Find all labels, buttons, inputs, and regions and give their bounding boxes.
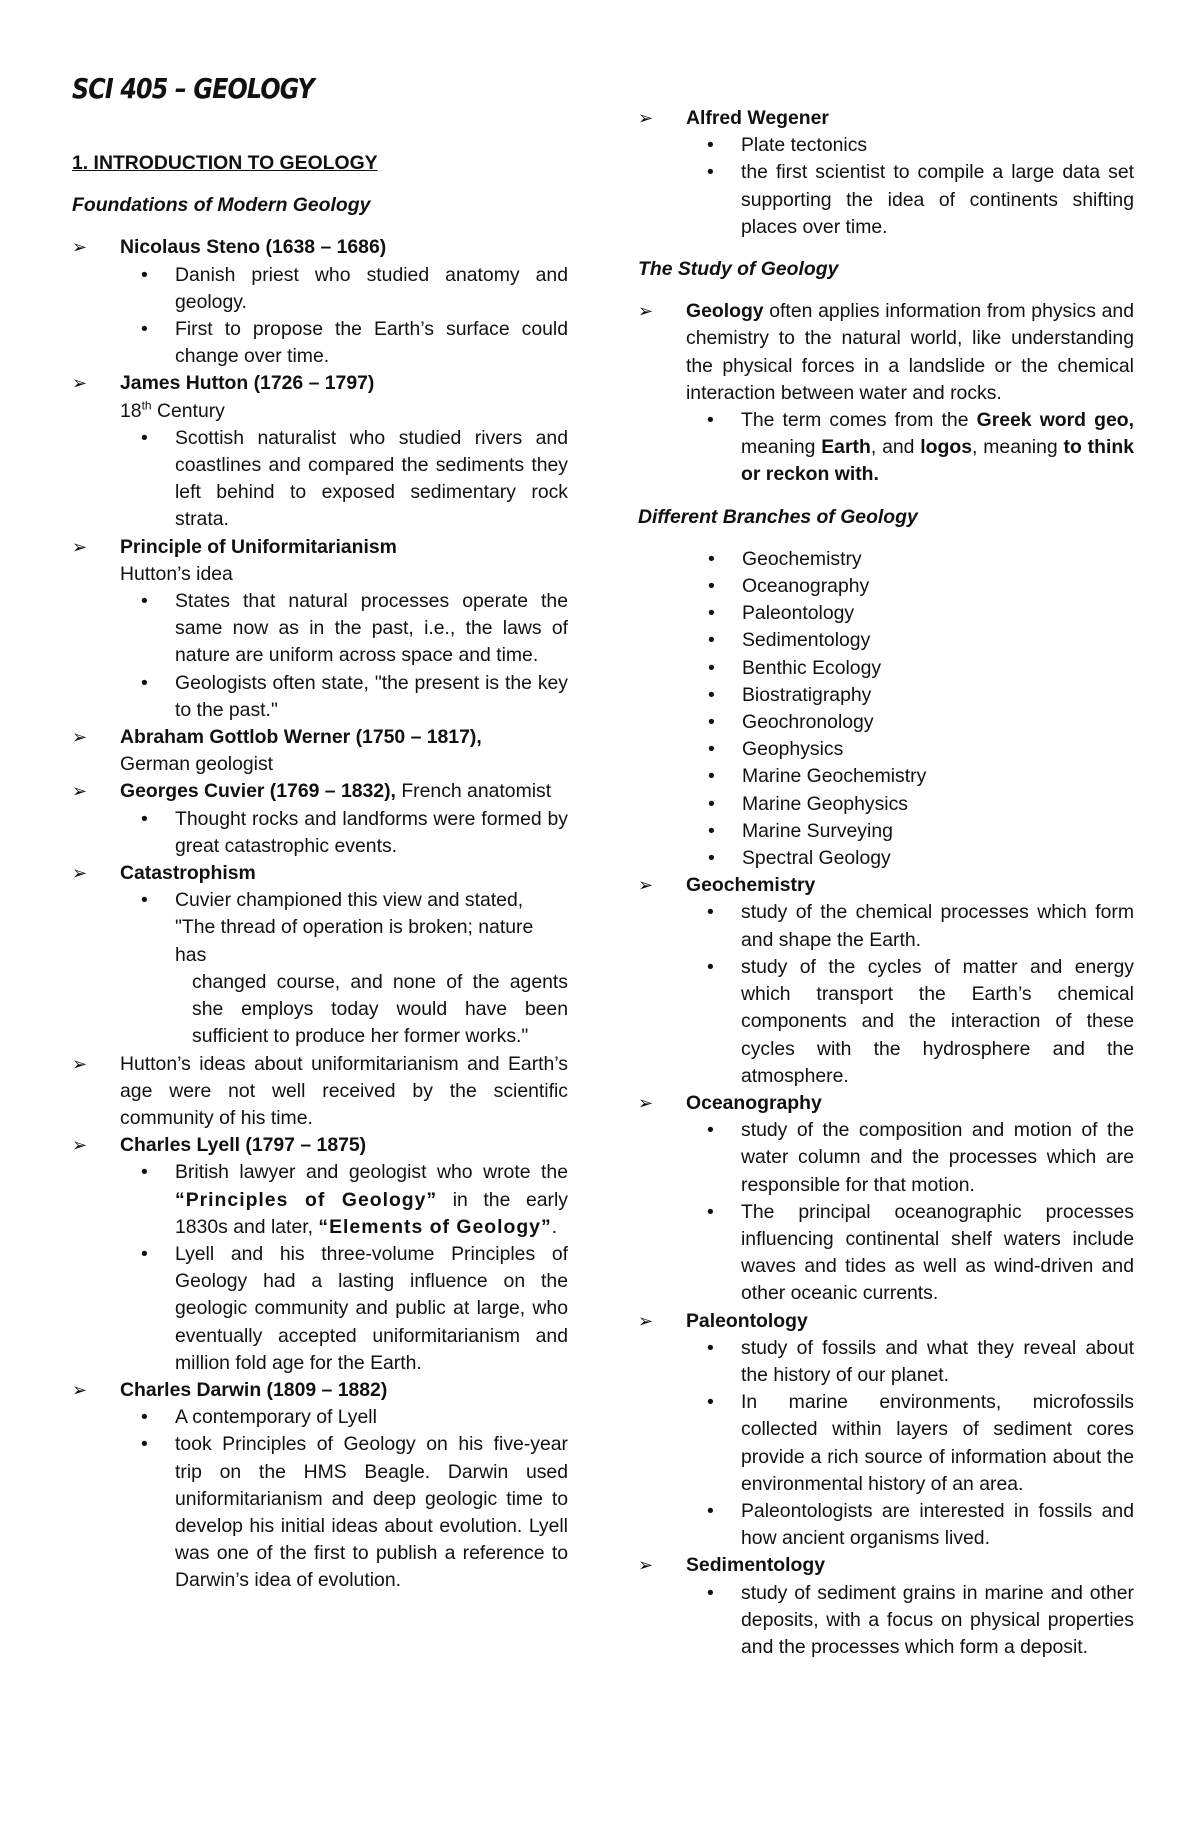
left-column — [72, 150, 568, 1595]
bullet-icon: • — [707, 409, 714, 432]
bullet-icon: • — [707, 1336, 714, 1359]
entry-steno — [72, 234, 568, 370]
study-heading: The Study of Geology — [638, 258, 839, 281]
list-item: • study of fossils and what they reveal about the history of our planet. — [707, 1336, 1134, 1386]
bullet-icon: • — [708, 656, 715, 679]
list-item: • study of the chemical processes which form and shape the Earth. — [707, 901, 1134, 951]
entry-title: Georges Cuvier (1769 – 1832), French anatomist — [120, 780, 552, 803]
bullet-icon: • — [708, 738, 715, 761]
branch-item: • Sedimentology — [638, 627, 1134, 654]
bullet-icon: • — [707, 134, 714, 157]
list-item: • The term comes from the Greek word geo, meaning Earth, and logos, meaning to think or reckon with. — [707, 409, 1134, 486]
list-item: • study of sediment grains in marine and other deposits, with a focus on physical properties and the processes which form a deposit. — [707, 1581, 1134, 1658]
entry-title: James Hutton (1726 – 1797) — [120, 372, 375, 395]
list-item: • States that natural processes operate the same now as in the past, i.e., the laws of nature are uniform across space and time. — [141, 590, 568, 667]
entry-title: Principle of Uniformitarianism — [120, 535, 397, 558]
entry-geochemistry — [638, 872, 1134, 1090]
arrow-bullet-icon: ➢ — [72, 781, 88, 802]
list-item: • The principal oceanographic processes influencing continental shelf waters include waves and tides as well as wind-driven and other oceanic currents. — [707, 1200, 1134, 1305]
bullet-icon: • — [708, 575, 715, 598]
bullet-icon: • — [708, 819, 715, 842]
arrow-bullet-icon: ➢ — [638, 108, 654, 128]
bullet-icon: • — [708, 765, 715, 788]
entry-title: Abraham Gottlob Werner (1750 – 1817), — [120, 726, 482, 749]
list-item: • Paleontologists are interested in fossils and how ancient organisms lived. — [707, 1499, 1134, 1550]
entry-oceanography — [638, 1090, 1134, 1308]
arrow-bullet-icon: ➢ — [72, 863, 88, 884]
document-title: SCI 405 – GEOLOGY — [72, 72, 314, 105]
entry-geology — [638, 298, 1134, 488]
arrow-bullet-icon: ➢ — [72, 1053, 88, 1074]
arrow-bullet-icon: ➢ — [72, 237, 88, 258]
entry-hutton-reception — [72, 1051, 568, 1133]
bullet-icon: • — [707, 955, 714, 978]
entry-title: Sedimentology — [686, 1554, 825, 1577]
list-item: • Scottish naturalist who studied rivers and coastlines and compared the sediments they left behind to exposed sedimentary rock strata. — [141, 426, 568, 531]
list-item: • took Principles of Geology on his five-year trip on the HMS Beagle. Darwin used uniformitarianism and deep geologic time to develop his initial ideas about evolution. Lyell was one of the first to publish a reference to Darwin’s idea of evolution. — [141, 1433, 568, 1592]
section-title: 1. INTRODUCTION TO GEOLOGY — [72, 152, 378, 174]
arrow-bullet-icon: ➢ — [72, 373, 88, 394]
bullet-icon: • — [707, 1119, 714, 1142]
arrow-bullet-icon: ➢ — [638, 1092, 654, 1113]
bullet-icon: • — [708, 847, 715, 870]
entry-title: Paleontology — [686, 1309, 808, 1332]
list-item: • Cuvier championed this view and stated, "The thread of operation is broken; nature has — [141, 889, 534, 966]
entry-title: Catastrophism — [120, 862, 256, 885]
arrow-bullet-icon: ➢ — [72, 536, 88, 557]
bullet-icon: • — [141, 1433, 148, 1456]
entry-cuvier — [72, 778, 568, 860]
list-item: • In marine environments, microfossils collected within layers of sediment cores provide a rich source of information about the environmental history of an area. — [707, 1391, 1134, 1495]
arrow-bullet-icon: ➢ — [72, 1379, 88, 1400]
arrow-bullet-icon: ➢ — [638, 1310, 654, 1331]
bullet-icon: • — [707, 901, 714, 924]
bullet-icon: • — [141, 426, 148, 449]
branch-item: • Paleontology — [638, 600, 1134, 627]
bullet-icon: • — [141, 671, 148, 694]
entry-uniformitarianism — [72, 534, 568, 724]
quote-continuation: changed course, and none of the agents she employs today would have been sufficient to produce her former works." — [192, 970, 568, 1048]
bullet-icon: • — [141, 263, 148, 286]
arrow-bullet-icon: ➢ — [638, 875, 654, 896]
list-item: • Danish priest who studied anatomy and geology. — [141, 263, 568, 313]
branch-item: • Oceanography — [638, 573, 1134, 600]
bullet-icon: • — [141, 590, 148, 613]
bullet-icon: • — [708, 792, 715, 815]
bullet-icon: • — [141, 318, 148, 341]
entry-text: Hutton’s ideas about uniformitarianism and Earth’s age were not well received by the scientific community of his time. — [120, 1052, 568, 1129]
bullet-icon: • — [708, 683, 715, 706]
bullet-icon: • — [141, 1406, 148, 1429]
branches-heading: Different Branches of Geology — [638, 505, 918, 528]
list-item: • Lyell and his three-volume Principles of Geology had a lasting influence on the geologic community and public at large, who eventually accepted uniformitarianism and million fold age for the Earth. — [141, 1242, 568, 1374]
entry-subtitle: 18th Century — [120, 398, 225, 422]
list-item: • Geologists often state, "the present is the key to the past." — [141, 671, 568, 721]
entry-title: Nicolaus Steno (1638 – 1686) — [120, 236, 387, 259]
arrow-bullet-icon: ➢ — [638, 1555, 654, 1576]
list-item: • Thought rocks and landforms were formed by great catastrophic events. — [141, 807, 568, 857]
bullet-icon: • — [707, 1391, 714, 1414]
bullet-icon: • — [708, 629, 715, 652]
branch-item: • Spectral Geology — [638, 845, 1134, 872]
foundations-heading: Foundations of Modern Geology — [72, 194, 371, 217]
entry-title: Geochemistry — [686, 874, 816, 897]
list-item: • A contemporary of Lyell — [120, 1404, 568, 1431]
bullet-icon: • — [708, 602, 715, 625]
branch-item: • Marine Geochemistry — [638, 763, 1134, 790]
bullet-icon: • — [707, 161, 714, 184]
entry-paleontology — [638, 1308, 1134, 1553]
bullet-icon: • — [141, 807, 148, 830]
bullet-icon: • — [708, 711, 715, 734]
entry-catastrophism — [72, 860, 568, 1050]
bullet-icon: • — [141, 889, 148, 912]
entry-subtitle: German geologist — [120, 753, 274, 776]
bullet-icon: • — [141, 1161, 148, 1184]
entry-werner — [72, 724, 568, 778]
branches-list — [638, 546, 1134, 872]
branch-item: • Marine Surveying — [638, 818, 1134, 845]
branch-item: • Benthic Ecology — [638, 655, 1134, 682]
bullet-icon: • — [707, 1581, 714, 1604]
list-item: • study of the composition and motion of the water column and the processes which are responsible for that motion. — [707, 1119, 1134, 1196]
entry-title: Alfred Wegener — [686, 107, 829, 129]
branch-item: • Biostratigraphy — [638, 682, 1134, 709]
entry-title: Oceanography — [686, 1091, 822, 1114]
list-item: • First to propose the Earth’s surface could change over time. — [141, 318, 568, 368]
arrow-bullet-icon: ➢ — [638, 301, 654, 322]
bullet-icon: • — [708, 547, 715, 570]
branch-item: • Geochemistry — [638, 546, 1134, 573]
bullet-icon: • — [141, 1242, 148, 1265]
list-item: • Plate tectonics — [686, 132, 1134, 159]
entry-hutton — [72, 370, 568, 533]
entry-title: Charles Darwin (1809 – 1882) — [120, 1378, 388, 1401]
entry-darwin — [72, 1377, 568, 1595]
entry-text: Geology often applies information from physics and chemistry to the natural world, like understanding the physical forces in a landslide or the chemical interaction between water and rocks. — [686, 300, 1134, 404]
entry-wegener — [638, 105, 1134, 241]
entry-title: Charles Lyell (1797 – 1875) — [120, 1134, 367, 1157]
branch-item: • Marine Geophysics — [638, 791, 1134, 818]
entry-subtitle: Hutton’s idea — [120, 562, 233, 585]
bullet-icon: • — [707, 1499, 714, 1522]
branch-item: • Geophysics — [638, 736, 1134, 763]
bullet-icon: • — [707, 1200, 714, 1223]
list-item: • British lawyer and geologist who wrote the “Principles of Geology” in the early 1830s and later, “Elements of Geology”. — [141, 1161, 568, 1238]
right-column — [638, 105, 1134, 1661]
entry-sedimentology — [638, 1552, 1134, 1661]
branch-item: • Geochronology — [638, 709, 1134, 736]
list-item: • the first scientist to compile a large data set supporting the idea of continents shifting places over time. — [707, 161, 1134, 238]
list-item: • study of the cycles of matter and energy which transport the Earth’s chemical components and the interaction of these cycles with the hydrosphere and the atmosphere. — [707, 955, 1134, 1087]
entry-lyell — [72, 1132, 568, 1377]
arrow-bullet-icon: ➢ — [72, 1135, 88, 1156]
arrow-bullet-icon: ➢ — [72, 727, 88, 748]
